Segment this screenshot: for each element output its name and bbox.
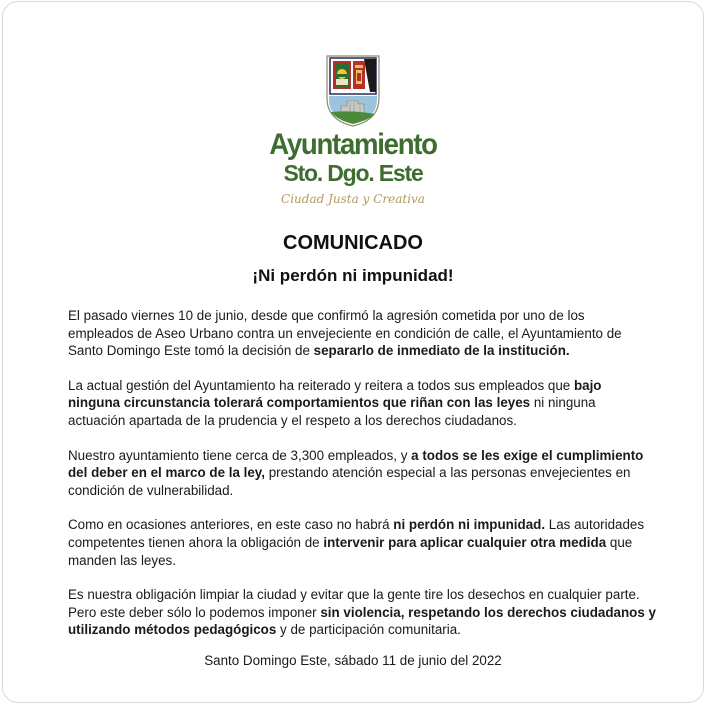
paragraph-line: [68, 447, 648, 465]
body-paragraph: [68, 586, 656, 639]
emphasized-text: intervenir para aplicar cualquier otra medida: [323, 534, 607, 550]
paragraph-line: [68, 552, 648, 570]
emphasized-text: del deber en el marco de la ley,: [68, 465, 265, 481]
text-run: prestando atención especial a las personas envejecientes en: [264, 465, 631, 481]
paragraph-line: [68, 586, 648, 604]
text-run: Pero este deber sólo lo podemos imponer: [68, 604, 321, 620]
text-run: empleados de Aseo Urbano contra un envejeciente en condición de calle, el Ayuntamiento de: [68, 325, 622, 341]
logo: [3, 54, 703, 128]
press-release-card: [2, 1, 704, 703]
text-run: ni ninguna: [530, 395, 596, 411]
paragraph-line: [68, 621, 648, 639]
paragraph-line: [68, 534, 648, 552]
paragraph-line: [68, 412, 648, 430]
emphasized-text: sin violencia, respetando los derechos ciudadanos y: [320, 604, 656, 620]
body-paragraph: [68, 307, 648, 360]
text-run: La actual gestión del Ayuntamiento ha reiterado y reitera a todos sus empleados que: [68, 377, 574, 393]
text-run: Las autoridades: [545, 517, 645, 533]
body-paragraph: [68, 516, 648, 569]
emphasized-text: bajo: [573, 377, 602, 393]
paragraph-line: [68, 516, 648, 534]
paragraph-line: [68, 482, 648, 500]
text-run: Santo Domingo Este tomó la decisión de: [68, 343, 314, 359]
brand-name: Ayuntamiento: [269, 128, 437, 161]
document-subtitle: ¡Ni perdón ni impunidad!: [252, 266, 454, 285]
emphasized-text: a todos se les exige el cumplimiento: [411, 447, 644, 463]
emphasized-text: separarlo de inmediato de la institución.: [313, 343, 570, 359]
text-run: Nuestro ayuntamiento tiene cerca de 3,300 empleados, y: [68, 447, 412, 463]
body-paragraph: [68, 377, 648, 430]
paragraph-line: [68, 604, 656, 622]
brand-motto: Ciudad Justa y Creativa: [281, 192, 425, 206]
emphasized-text: ni perdón ni impunidad.: [393, 517, 546, 533]
body-paragraph: [68, 447, 648, 500]
document-title: COMUNICADO: [283, 232, 423, 254]
text-run: Como en ocasiones anteriores, en este caso no habrá: [68, 517, 394, 533]
emphasized-text: utilizando métodos pedagógicos: [68, 622, 277, 638]
paragraph-line: [68, 342, 648, 360]
text-run: actuación apartada de la prudencia y el respeto a los derechos ciudadanos.: [68, 412, 517, 428]
text-run: que: [606, 534, 633, 550]
paragraph-line: [68, 464, 648, 482]
text-run: El pasado viernes 10 de junio, desde que confirmó la agresión cometida por uno de los: [68, 308, 585, 323]
text-run: y de participación comunitaria.: [276, 622, 461, 638]
paragraph-line: [68, 325, 648, 343]
text-run: condición de vulnerabilidad.: [68, 482, 234, 498]
paragraph-line: [68, 394, 648, 412]
paragraph-line: [68, 307, 648, 325]
coat-of-arms-icon: [324, 54, 382, 128]
text-run: manden las leyes.: [68, 552, 176, 568]
text-run: competentes tienen ahora la obligación de: [68, 534, 324, 550]
document-body: [68, 307, 656, 656]
text-run: Es nuestra obligación limpiar la ciudad y evitar que la gente tire los desechos en cualquier parte.: [68, 587, 640, 603]
emphasized-text: ninguna circunstancia tolerará comportamientos que riñan con las leyes: [68, 395, 531, 411]
paragraph-line: [68, 377, 648, 395]
brand-subtitle: Sto. Dgo. Este: [283, 160, 423, 186]
document-signoff: Santo Domingo Este, sábado 11 de junio del 2022: [204, 653, 502, 668]
